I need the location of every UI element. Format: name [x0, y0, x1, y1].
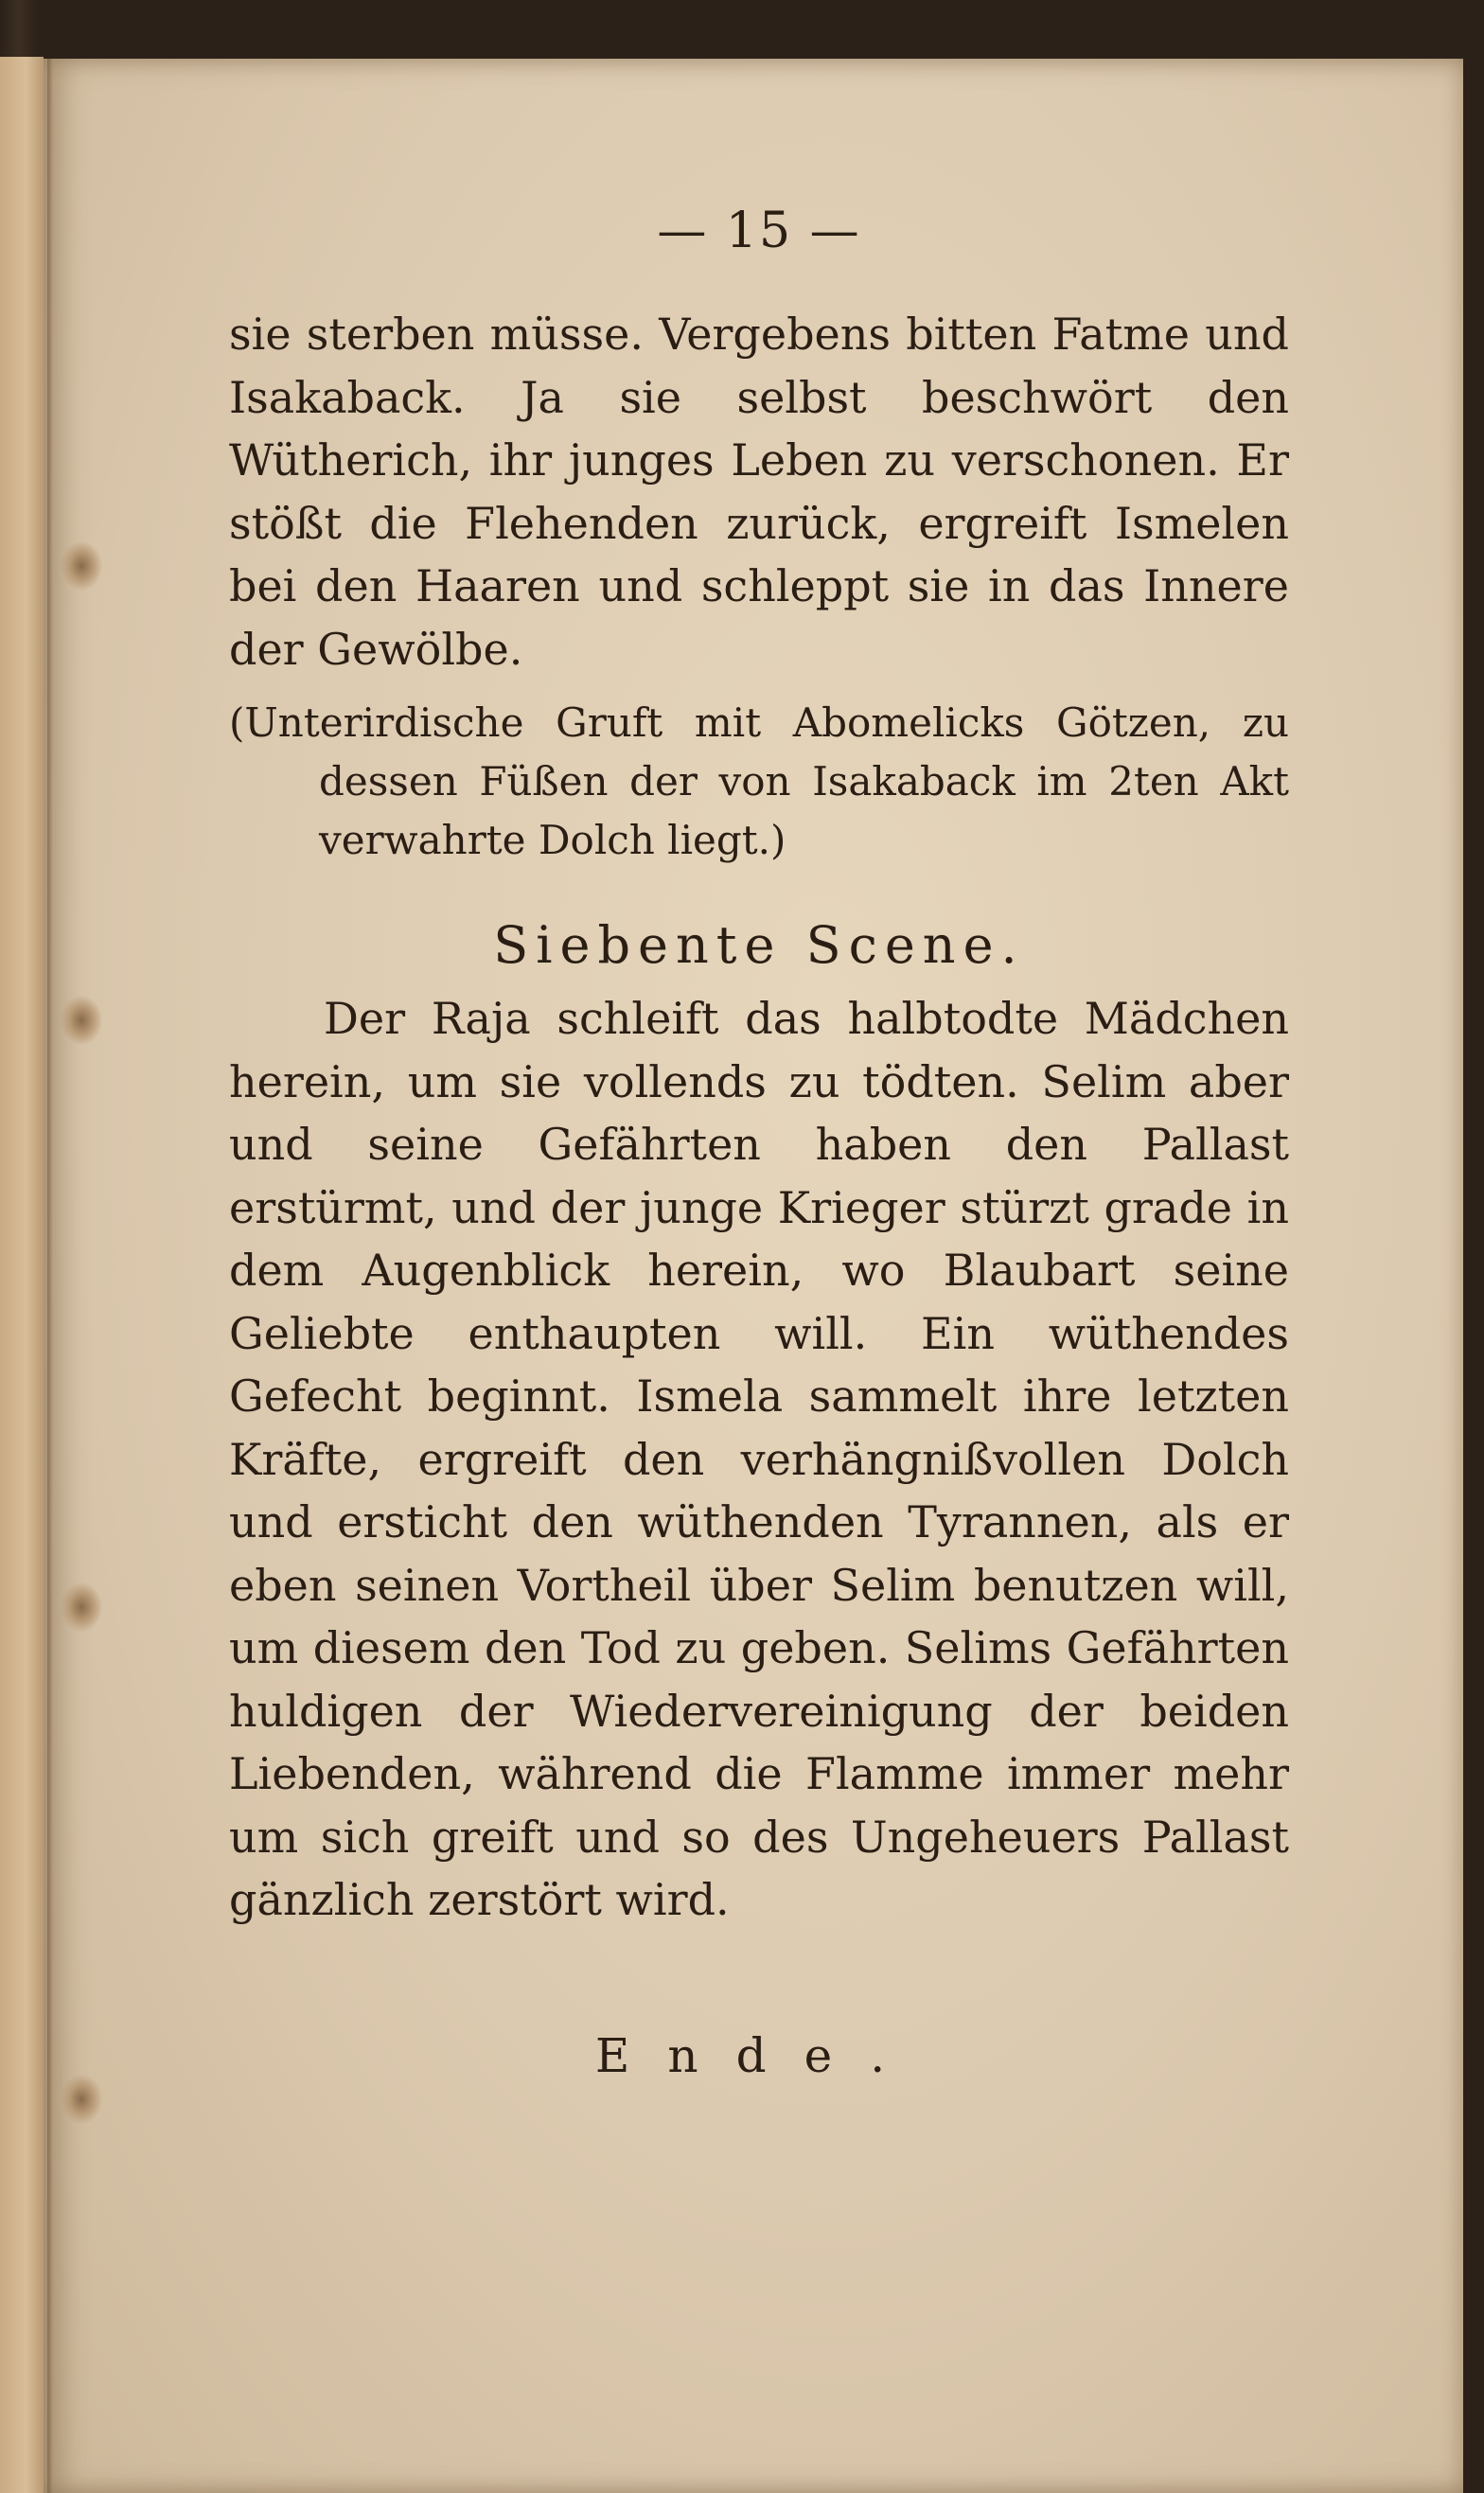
binding-stitch-hole [61, 541, 102, 591]
book-page [44, 59, 1463, 2493]
facing-page-edge [0, 57, 44, 2493]
page-fold [47, 59, 53, 2493]
paragraph-scene-end: sie sterben müsse. Vergebens bitten Fatme und Isakaback. Ja sie selbst beschwört den Wütherich, ihr junges Leben zu verschonen. Er stößt die Flehenden zurück, ergreift Ismelen bei den Haaren und schleppt sie in das Innere der Gewölbe. [229, 309, 1289, 675]
stage-direction: (Unterirdische Gruft mit Abomelicks Götzen, zu dessen Füßen der von Isakaback im 2ten Akt verwahrte Dolch liegt.) [229, 699, 1289, 863]
binding-stitch-hole [61, 996, 102, 1045]
end-marker: Ende. [594, 2027, 924, 2083]
page-text [229, 201, 1289, 2089]
scene-heading: Siebente Scene. [493, 915, 1025, 975]
page-number: — 15 — [657, 203, 861, 259]
paragraph-scene-seven: Der Raja schleift das halbtodte Mädchen herein, um sie vollends zu tödten. Selim aber und seine Gefährten haben den Pallast erstürmt, und der junge Krieger stürzt grade in dem Augenblick herein, wo Blaubart seine Geliebte enthaupten will. Ein wüthendes Gefecht beginnt. Ismela sammelt ihre letzten Kräfte, ergreift den verhängnißvollen Dolch und ersticht den wüthenden Tyrannen, als er eben seinen Vortheil über Selim benutzen will, um diesem den Tod zu geben. Selims Gefährten huldigen der Wiedervereinigung der beiden Liebenden, während die Flamme immer mehr um sich greift und so des Ungeheuers Pallast gänzlich zerstört wird. [229, 993, 1289, 1925]
binding-stitch-hole [61, 1582, 102, 1632]
binding-stitch-hole [61, 2075, 102, 2124]
